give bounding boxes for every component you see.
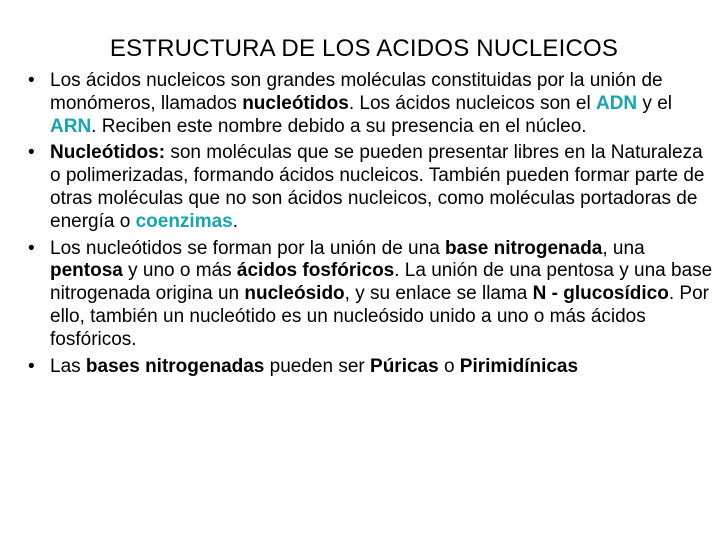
bullet-text: , una [602,237,645,259]
term-pentosa: pentosa [50,260,123,282]
bullet-item-bases [28,356,718,379]
bullet-text: pueden ser [264,355,371,377]
bullet-text: o [438,355,460,377]
bullet-text: . [232,210,239,232]
bullet-text: Las [50,355,86,377]
term-puricas: Púricas [370,355,439,377]
bullet-text: y el [637,92,672,114]
term-nucleotidos-heading: Nucleótidos: [50,142,166,164]
term-bases-nitrogenadas: bases nitrogenadas [85,355,265,377]
bullet-text: son moléculas que se pueden presentar libres en la Naturaleza o polimerizadas, formando ácidos nucleicos. También pueden formar parte de otras moléculas que no son ácidos nucleicos, como moléculas portadoras de energía o [50,142,705,232]
term-n-glucosidico: N - glucosídico [532,283,669,305]
term-coenzimas: coenzimas [135,210,233,232]
slide-title: ESTRUCTURA DE LOS ACIDOS NUCLEICOS [109,35,619,62]
bullet-text: , y su enlace se llama [344,283,533,305]
bullet-text: . Reciben este nombre debido a su presencia en el núcleo. [91,115,587,137]
bullet-list [28,70,718,382]
bullet-icon: • [28,142,35,164]
bullet-item-formacion [28,238,718,352]
term-base-nitrogenada: base nitrogenada [445,237,603,259]
bullet-text: . Los ácidos nucleicos son el [348,92,596,114]
bullet-text: . Por ello, también un nucleótido es un nucleósido unido a uno o más ácidos fosfóricos. [50,283,709,350]
bullet-text: y uno o más [122,260,237,282]
bullet-icon: • [28,70,35,91]
term-arn: ARN [50,115,92,137]
bullet-item-nucleotidos [28,142,718,233]
term-nucleotidos: nucleótidos [242,92,349,114]
term-pirimidinicas: Pirimidínicas [459,355,579,377]
bullet-text: Los nucleótidos se forman por la unión de una [50,237,446,259]
bullet-item-acidos-nucleicos [28,70,718,138]
bullet-text: . La unión de una pentosa y una base nitrogenada origina un [50,260,713,305]
bullet-icon: • [28,355,35,377]
term-adn: ADN [595,92,638,114]
bullet-icon: • [28,237,35,259]
term-nucleosido: nucleósido [244,283,345,305]
bullet-text: Los ácidos nucleicos son grandes moléculas constituidas por la unión de monómeros, llamados [50,70,663,114]
term-acidos-fosforicos: ácidos fosfóricos [236,260,395,282]
